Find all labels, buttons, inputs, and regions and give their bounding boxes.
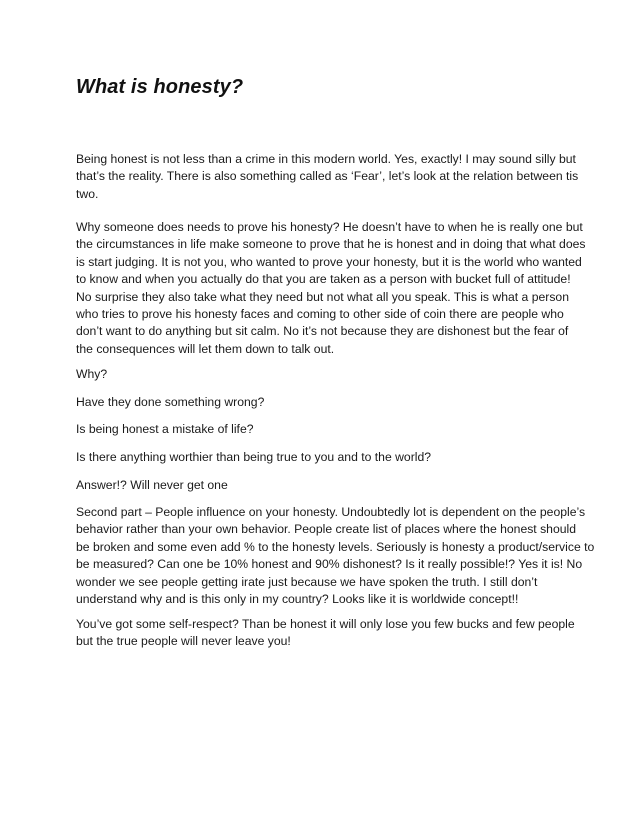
- text-line: who tries to prove his honesty faces and coming to other side of coin there are people who: [76, 307, 564, 322]
- paragraph-self-respect: [76, 616, 575, 651]
- paragraph-question-worthier: [76, 449, 431, 466]
- text-line: No surprise they also take what they need but not what all you speak. This is what a person: [76, 289, 569, 304]
- text-line: Why?: [76, 367, 108, 381]
- text-line: behavior rather than your own behavior. People create list of places where the honest should: [76, 522, 576, 537]
- text-line: Is being honest a mistake of life?: [76, 422, 254, 436]
- text-line: understand why and is this only in my country? Looks like it is worldwide concept!!: [76, 592, 519, 607]
- paragraph-intro: [76, 151, 578, 203]
- paragraph-question-mistake: [76, 421, 254, 438]
- text-line: Why someone does needs to prove his honesty? He doesn’t have to when he is really one but: [76, 220, 583, 234]
- text-line: is start judging. It is not you, who wanted to prove your honesty, but it is the world who wanted: [76, 254, 582, 269]
- text-line: the circumstances in life make someone to prove that he is honest and in doing that what does: [76, 237, 586, 252]
- text-line: Answer!? Will never get one: [76, 478, 228, 492]
- text-line: wonder we see people getting irate just because we have spoken the truth. I still don’t: [76, 574, 538, 589]
- text-line: be measured? Can one be 10% honest and 90% dishonest? Is it really possible!? Yes it is! No: [76, 557, 583, 572]
- text-line: be broken and some even add % to the honesty levels. Seriously is honesty a product/service to: [76, 539, 595, 554]
- text-line: Second part – People influence on your honesty. Undoubtedly lot is dependent on the people’s: [76, 505, 586, 519]
- text-line: the consequences will let them down to talk out.: [76, 341, 335, 356]
- text-line: but the true people will never leave you!: [76, 634, 291, 649]
- paragraph-second-part: [76, 504, 594, 608]
- text-line: two.: [76, 186, 99, 201]
- document-title: What is honesty?: [76, 76, 244, 98]
- text-line: Being honest is not less than a crime in this modern world. Yes, exactly! I may sound silly but: [76, 152, 576, 166]
- text-line: to know and when you actually do that you are taken as a person with bucket full of attitude!: [76, 272, 571, 287]
- text-line: Have they done something wrong?: [76, 395, 265, 409]
- paragraph-answer: [76, 477, 228, 494]
- text-line: don’t want to do anything but sit calm. No it’s not because they are dishonest but the fear of: [76, 324, 569, 339]
- paragraph-why: [76, 366, 107, 383]
- text-line: You’ve got some self-respect? Than be honest it will only lose you few bucks and few people: [76, 617, 575, 631]
- text-line: that’s the reality. There is also something called as ‘Fear’, let’s look at the relation between tis: [76, 169, 579, 184]
- paragraph-prove-honesty: [76, 219, 585, 358]
- paragraph-question-wrong: [76, 394, 264, 411]
- text-line: Is there anything worthier than being true to you and to the world?: [76, 450, 432, 464]
